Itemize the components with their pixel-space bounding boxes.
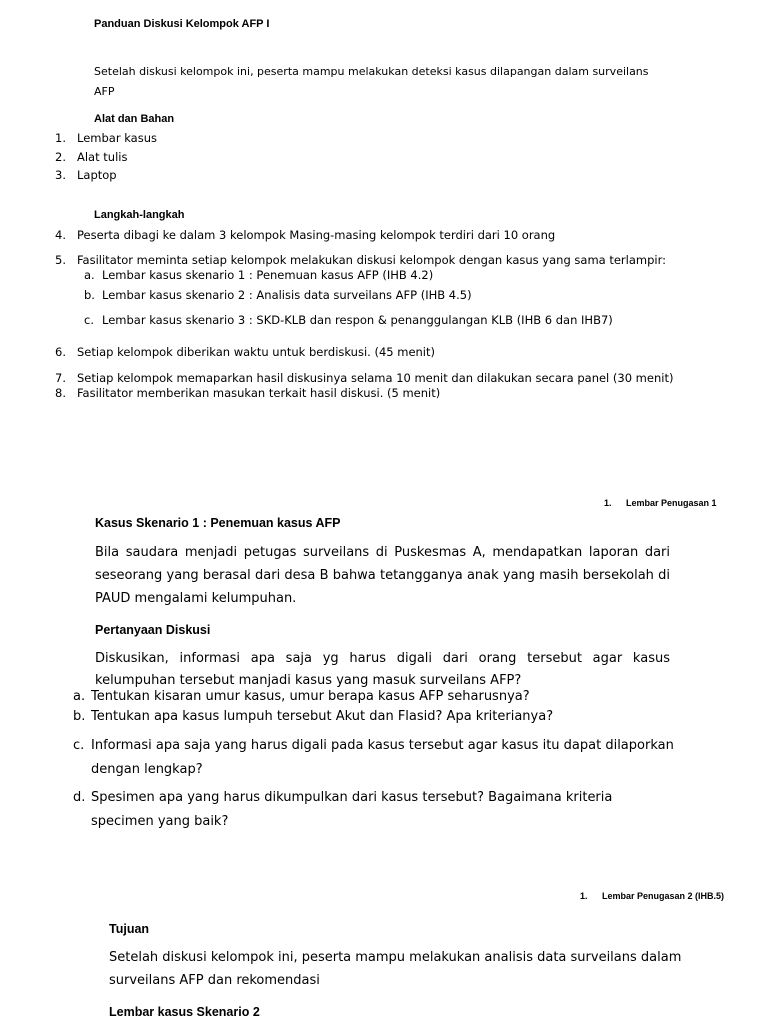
sheet-label-text: Lembar Penugasan 2 (IHB.5) [602, 891, 725, 901]
sub-list-text: Lembar kasus skenario 3 : SKD-KLB dan respon & penanggulangan KLB (IHB 6 dan IHB7) [102, 313, 613, 327]
list-text: Peserta dibagi ke dalam 3 kelompok Masing-masing kelompok terdiri dari 10 orang [77, 228, 556, 242]
sub-list-letter: a. [84, 268, 95, 282]
objective-line: Setelah diskusi kelompok ini, peserta mampu melakukan analisis data surveilans dalam [109, 950, 682, 965]
sub-list-text: Lembar kasus skenario 2 : Analisis data surveilans AFP (IHB 4.5) [102, 288, 472, 302]
materials-heading: Alat dan Bahan [94, 113, 175, 125]
sub-list-item [84, 313, 613, 327]
question-letter: c. [73, 738, 85, 753]
list-text: Laptop [77, 168, 117, 182]
list-number: 1. [55, 131, 66, 145]
discussion-prompt [95, 651, 670, 666]
list-number: 2. [55, 150, 66, 164]
question-text: Tentukan kisaran umur kasus, umur berapa kasus AFP seharusnya? [91, 689, 530, 704]
case-heading: Lembar kasus Skenario 2 [109, 1005, 260, 1019]
scenario-title: Kasus Skenario 1 : Penemuan kasus AFP [95, 516, 341, 530]
list-item [55, 131, 157, 145]
list-text: Lembar kasus [77, 131, 157, 145]
question-item [73, 790, 612, 805]
question-item [73, 709, 553, 724]
list-text: Setiap kelompok diberikan waktu untuk berdiskusi. (45 menit) [77, 345, 435, 359]
question-text: Spesimen apa yang harus dikumpulkan dari kasus tersebut? Bagaimana kriteria [91, 790, 613, 805]
question-continuation: specimen yang baik? [91, 814, 229, 829]
question-text: Informasi apa saja yang harus digali pada kasus tersebut agar kasus itu dapat dilaporkan [91, 738, 674, 753]
list-item [55, 168, 117, 182]
question-item [73, 689, 530, 704]
list-text: Fasilitator meminta setiap kelompok melakukan diskusi kelompok dengan kasus yang sama terlampir: [77, 253, 666, 267]
list-number: 6. [55, 345, 66, 359]
list-item [55, 228, 555, 242]
question-letter: b. [73, 709, 86, 724]
sub-list-text: Lembar kasus skenario 1 : Penemuan kasus AFP (IHB 4.2) [102, 268, 434, 282]
objective-heading: Tujuan [109, 922, 150, 936]
list-item [55, 386, 440, 400]
sheet-label-text: Lembar Penugasan 1 [626, 498, 717, 508]
question-item [73, 738, 674, 753]
list-number: 8. [55, 386, 66, 400]
case-line: PAUD mengalami kelumpuhan. [95, 591, 297, 606]
list-text: Fasilitator memberikan masukan terkait hasil diskusi. (5 menit) [77, 386, 441, 400]
guide-objective-line1: Setelah diskusi kelompok ini, peserta mampu melakukan deteksi kasus dilapangan dalam surveilans [94, 65, 649, 78]
case-description [95, 545, 670, 560]
sub-list-letter: b. [84, 288, 95, 302]
list-number: 4. [55, 228, 66, 242]
question-letter: d. [73, 790, 86, 805]
list-number: 5. [55, 253, 66, 267]
case-description [95, 568, 670, 583]
list-item [55, 371, 673, 385]
steps-heading: Langkah-langkah [94, 209, 185, 221]
sheet-label [604, 498, 717, 508]
question-text: Tentukan apa kasus lumpuh tersebut Akut dan Flasid? Apa kriterianya? [91, 709, 554, 724]
list-text: Alat tulis [77, 150, 128, 164]
objective-line: surveilans AFP dan rekomendasi [109, 973, 320, 988]
discussion-heading: Pertanyaan Diskusi [95, 623, 211, 637]
sub-list-letter: c. [84, 313, 94, 327]
discussion-line: Diskusikan, informasi apa saja yg harus digali dari orang tersebut agar kasus [95, 651, 670, 666]
sub-list-item [84, 268, 433, 282]
guide-title: Panduan Diskusi Kelompok AFP I [94, 18, 270, 30]
case-line: Bila saudara menjadi petugas surveilans di Puskesmas A, mendapatkan laporan dari [95, 545, 670, 560]
list-number: 7. [55, 371, 66, 385]
question-letter: a. [73, 689, 86, 704]
question-continuation: dengan lengkap? [91, 762, 203, 777]
list-item [55, 345, 435, 359]
case-line: seseorang yang berasal dari desa B bahwa tetangganya anak yang masih bersekolah di [95, 568, 670, 583]
list-item [55, 253, 666, 267]
sub-list-item [84, 288, 472, 302]
sheet-label-number: 1. [580, 891, 588, 901]
list-number: 3. [55, 168, 66, 182]
sheet-label [580, 891, 724, 901]
discussion-line: kelumpuhan tersebut manjadi kasus yang masuk surveilans AFP? [95, 673, 522, 688]
sheet-label-number: 1. [604, 498, 612, 508]
list-item [55, 150, 127, 164]
guide-objective-line2: AFP [94, 85, 115, 98]
list-text: Setiap kelompok memaparkan hasil diskusinya selama 10 menit dan dilakukan secara panel (30 menit) [77, 371, 674, 385]
